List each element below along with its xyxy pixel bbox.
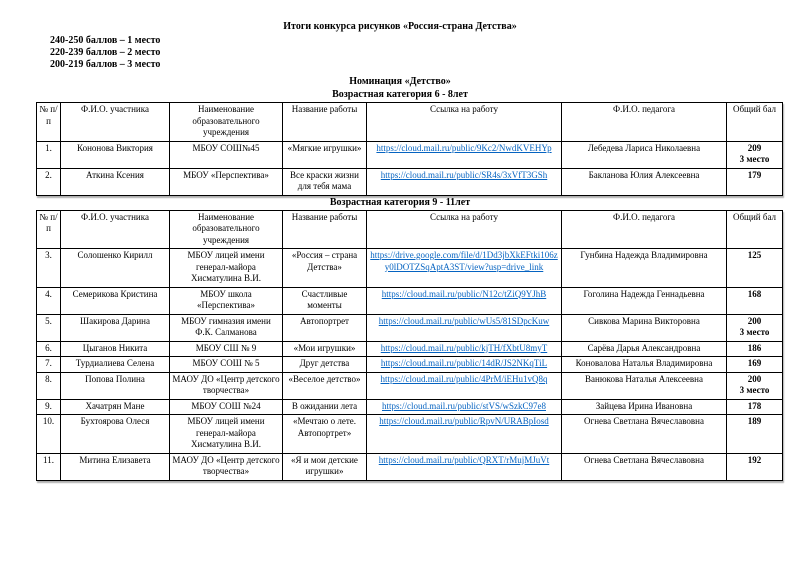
work-title: Счастливые моменты — [283, 287, 367, 314]
total-score: 209 — [747, 142, 762, 153]
header-row-number: № п/п — [37, 103, 61, 142]
header-work-link: Ссылка на работу — [367, 103, 562, 142]
participant-name: Хачатрян Мане — [61, 399, 170, 415]
total-score-cell — [727, 357, 783, 373]
header-total-score: Общий бал — [727, 103, 783, 142]
work-link-cell — [367, 399, 562, 415]
work-link[interactable]: https://cloud.mail.ru/public/9Kc2/NwdKVEHYp — [376, 142, 552, 153]
total-score: 189 — [747, 416, 762, 426]
scoring-line-first-place: 240-250 баллов – 1 место — [50, 35, 161, 46]
table-row — [37, 453, 783, 480]
work-link[interactable]: https://cloud.mail.ru/public/stVS/wSzkC97e8 — [382, 400, 546, 411]
total-score-cell — [727, 249, 783, 288]
row-number-cell: 7. — [37, 357, 61, 373]
teacher-name: Лебедева Лариса Николаевна — [562, 141, 727, 168]
row-number-cell: 2. — [37, 168, 61, 195]
table-row — [37, 415, 783, 454]
work-title: Друг детства — [283, 357, 367, 373]
results-sections — [0, 89, 800, 481]
participant-name: Семерикова Кристина — [61, 287, 170, 314]
total-score: 200 — [747, 373, 762, 384]
work-link-cell — [367, 141, 562, 168]
work-link-cell — [367, 249, 562, 288]
participant-name: Кононова Виктория — [61, 141, 170, 168]
total-score-cell — [727, 168, 783, 195]
total-score: 179 — [747, 169, 762, 180]
work-link-cell — [367, 287, 562, 314]
participant-name: Турдиалиева Селена — [61, 357, 170, 373]
work-link[interactable]: https://cloud.mail.ru/public/wUs5/81SDpcKuw — [378, 315, 550, 326]
work-title: «Мои игрушки» — [283, 341, 367, 357]
teacher-name: Огнева Светлана Вячеславовна — [562, 415, 727, 454]
place-label: 3 место — [739, 154, 770, 164]
table-row — [37, 287, 783, 314]
teacher-name: Зайцева Ирина Ивановна — [562, 399, 727, 415]
work-link[interactable]: https://cloud.mail.ru/public/QRXT/rMujMJuVt — [378, 454, 550, 465]
teacher-name: Ванюкова Наталья Алексеевна — [562, 372, 727, 399]
school-name: МБОУ школа «Перспектива» — [170, 287, 283, 314]
teacher-name: Коновалова Наталья Владимировна — [562, 357, 727, 373]
header-work-title: Название работы — [283, 103, 367, 142]
work-title: «Мягкие игрушки» — [283, 141, 367, 168]
participant-name: Попова Полина — [61, 372, 170, 399]
school-name: МБОУ СОШ № 5 — [170, 357, 283, 373]
total-score: 178 — [747, 400, 762, 411]
place-label: 3 место — [739, 385, 770, 395]
table-row — [37, 314, 783, 341]
header-teacher-name: Ф.И.О. педагога — [562, 210, 727, 249]
header-participant-name: Ф.И.О. участника — [61, 210, 170, 249]
age-category-title: Возрастная категория 9 - 11лет — [329, 196, 471, 208]
participant-name: Бухтоярова Олеся — [61, 415, 170, 454]
work-link[interactable]: https://cloud.mail.ru/public/SR4s/3xVfT3GSh — [380, 169, 548, 180]
school-name: МБОУ СОШ№45 — [170, 141, 283, 168]
table-row — [37, 168, 783, 195]
place-label: 3 место — [739, 327, 770, 337]
participant-name: Митина Елизавета — [61, 453, 170, 480]
table-row — [37, 357, 783, 373]
total-score: 192 — [747, 454, 762, 465]
contest-title: Итоги конкурса рисунков «Россия-страна Детства» — [283, 21, 517, 32]
school-name: МБОУ «Перспектива» — [170, 168, 283, 195]
table-row — [37, 249, 783, 288]
results-table — [36, 102, 783, 196]
teacher-name: Гунбина Надежда Владимировна — [562, 249, 727, 288]
teacher-name: Огнева Светлана Вячеславовна — [562, 453, 727, 480]
row-number-cell: 3. — [37, 249, 61, 288]
table-row — [37, 141, 783, 168]
participant-name: Цыганов Никита — [61, 341, 170, 357]
header-work-title: Название работы — [283, 210, 367, 249]
nomination-title: Номинация «Детство» — [349, 76, 451, 87]
row-number-cell: 8. — [37, 372, 61, 399]
work-title: «Россия – страна Детства» — [283, 249, 367, 288]
row-number-cell: 4. — [37, 287, 61, 314]
work-link[interactable]: https://drive.google.com/file/d/1Dd3jbXkEFtki106zy0lDOTZSqAptA3ST/view?usp=drive_link — [370, 250, 558, 272]
total-score-cell — [727, 314, 783, 341]
total-score: 186 — [747, 342, 762, 353]
work-title: В ожидании лета — [283, 399, 367, 415]
participant-name: Солошенко Кирилл — [61, 249, 170, 288]
work-link[interactable]: https://cloud.mail.ru/public/RpvN/URABpIosd — [379, 416, 549, 426]
table-row — [37, 341, 783, 357]
scoring-line-second-place: 220-239 баллов – 2 место — [50, 47, 161, 58]
work-link-cell — [367, 341, 562, 357]
table-row — [37, 372, 783, 399]
total-score-cell — [727, 341, 783, 357]
teacher-name: Сивкова Марина Викторовна — [562, 314, 727, 341]
participant-name: Шакирова Дарина — [61, 314, 170, 341]
table-header-row — [37, 103, 783, 142]
table-header-row — [37, 210, 783, 249]
work-link-cell — [367, 314, 562, 341]
school-name: МБОУ СШ № 9 — [170, 341, 283, 357]
work-title: «Я и мои детские игрушки» — [283, 453, 367, 480]
work-link-cell — [367, 372, 562, 399]
work-link[interactable]: https://cloud.mail.ru/public/kjTH/fXbtU8myT — [380, 342, 548, 353]
row-number-cell: 1. — [37, 141, 61, 168]
school-name: МАОУ ДО «Центр детского творчества» — [170, 453, 283, 480]
school-name: МБОУ лицей имени генерал-майора Хисматулина В.И. — [170, 249, 283, 288]
row-number-cell: 11. — [37, 453, 61, 480]
school-name: МБОУ лицей имени генерал-майора Хисматулина В.И. — [170, 415, 283, 454]
work-link[interactable]: https://cloud.mail.ru/public/N12c/tZiQ9YJhB — [381, 288, 547, 299]
work-link-cell — [367, 357, 562, 373]
header-participant-name: Ф.И.О. участника — [61, 103, 170, 142]
school-name: МБОУ гимназия имени Ф.К. Салманова — [170, 314, 283, 341]
total-score: 125 — [747, 250, 762, 260]
school-name: МБОУ СОШ №24 — [170, 399, 283, 415]
total-score-cell — [727, 372, 783, 399]
work-title: «Мечтаю о лете. Автопортрет» — [283, 415, 367, 454]
scoring-line-third-place: 200-219 баллов – 3 место — [50, 59, 161, 70]
work-link-cell — [367, 415, 562, 454]
row-number-cell: 5. — [37, 314, 61, 341]
header-school-name: Наименование образовательного учреждения — [170, 210, 283, 249]
work-link-cell — [367, 168, 562, 195]
work-link[interactable]: https://cloud.mail.ru/public/14dR/JS2NKqTiL — [380, 358, 548, 368]
school-name: МАОУ ДО «Центр детского творчества» — [170, 372, 283, 399]
row-number-cell: 6. — [37, 341, 61, 357]
work-link-cell — [367, 453, 562, 480]
participant-name: Аткина Ксения — [61, 168, 170, 195]
work-title: Автопортрет — [283, 314, 367, 341]
total-score: 200 — [747, 315, 762, 326]
work-title: «Веселое детство» — [283, 372, 367, 399]
total-score-cell — [727, 453, 783, 480]
work-title: Все краски жизни для тебя мама — [283, 168, 367, 195]
header-work-link: Ссылка на работу — [367, 210, 562, 249]
header-row-number: № п/п — [37, 210, 61, 249]
total-score-cell — [727, 141, 783, 168]
row-number-cell: 10. — [37, 415, 61, 454]
scoring-legend — [50, 35, 800, 71]
age-category-title: Возрастная категория 6 - 8лет — [332, 89, 468, 100]
table-row — [37, 399, 783, 415]
work-link[interactable]: https://cloud.mail.ru/public/4PrM/iEHu1vQ8q — [380, 373, 548, 384]
total-score-cell — [727, 287, 783, 314]
row-number-cell: 9. — [37, 399, 61, 415]
teacher-name: Гоголина Надежда Геннадьевна — [562, 287, 727, 314]
total-score-cell — [727, 415, 783, 454]
total-score-cell — [727, 399, 783, 415]
header-school-name: Наименование образовательного учреждения — [170, 103, 283, 142]
total-score: 168 — [747, 288, 762, 299]
total-score: 169 — [747, 358, 762, 368]
results-table — [36, 210, 783, 481]
teacher-name: Сарёва Дарья Александровна — [562, 341, 727, 357]
header-teacher-name: Ф.И.О. педагога — [562, 103, 727, 142]
teacher-name: Бакланова Юлия Алексеевна — [562, 168, 727, 195]
header-total-score: Общий бал — [727, 210, 783, 249]
